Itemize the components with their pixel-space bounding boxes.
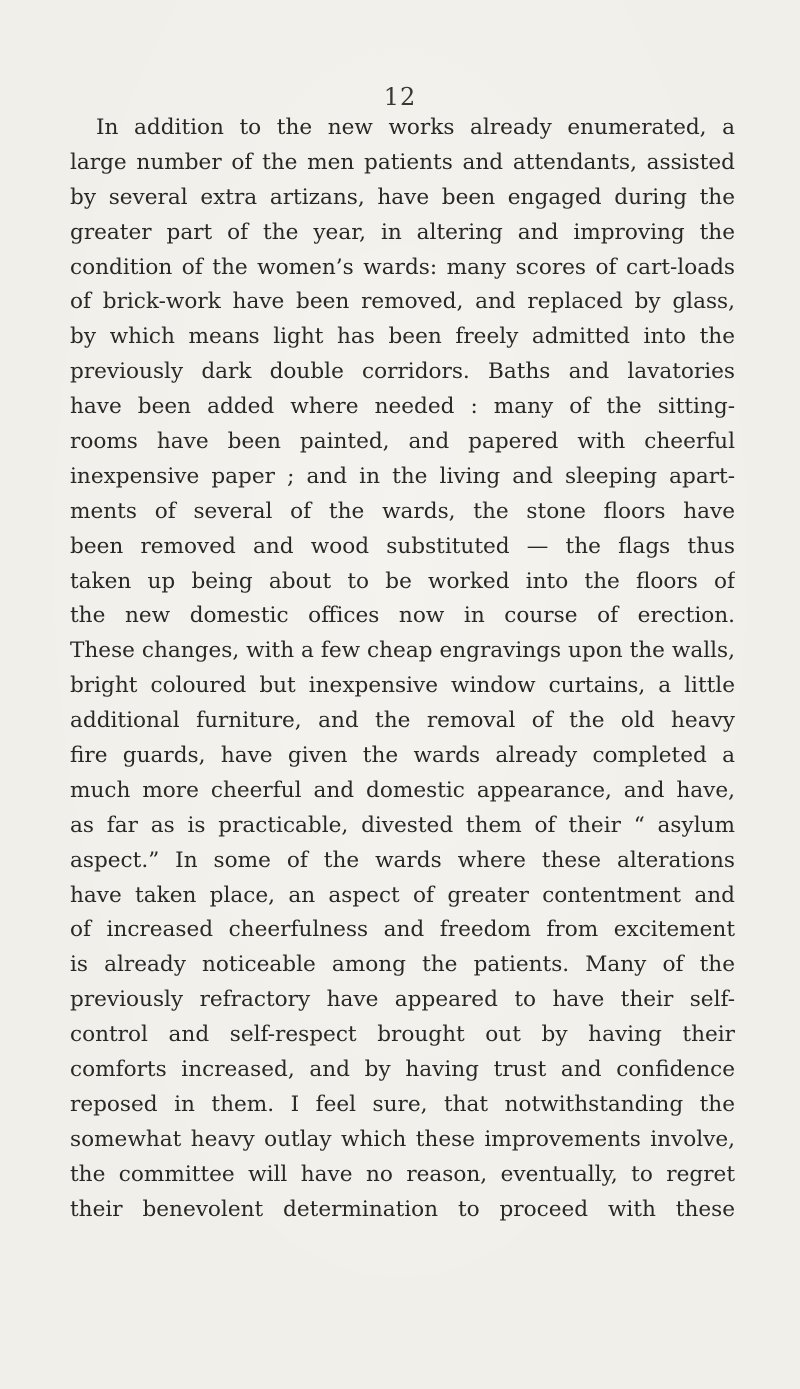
text-line: by several extra artizans, have been engaged during the — [70, 184, 735, 210]
text-line: somewhat heavy outlay which these improvements involve, — [70, 1126, 735, 1152]
text-line: control and self-respect brought out by having their — [70, 1022, 735, 1048]
text-line: taken up being about to be worked into the floors of — [70, 568, 735, 594]
text-line: These changes, with a few cheap engravings upon the walls, — [70, 638, 735, 664]
body-paragraph — [70, 111, 735, 1228]
text-line: additional furniture, and the removal of the old heavy — [70, 708, 735, 734]
text-line: bright coloured but inexpensive window curtains, a little — [70, 673, 735, 699]
text-line: of brick-work have been removed, and replaced by glass, — [70, 289, 735, 315]
text-line: ments of several of the wards, the stone floors have — [70, 498, 735, 524]
text-line: previously refractory have appeared to have their self- — [70, 987, 735, 1013]
text-line: have been added where needed : many of the sitting- — [70, 394, 735, 420]
text-line: as far as is practicable, divested them of their “ asylum — [70, 812, 735, 838]
text-line: condition of the women’s wards: many scores of cart-loads — [70, 254, 735, 280]
text-line: been removed and wood substituted — the flags thus — [70, 533, 735, 559]
text-line: large number of the men patients and attendants, assisted — [70, 149, 735, 175]
text-line: inexpensive paper ; and in the living and sleeping apart- — [70, 463, 735, 489]
text-line: In addition to the new works already enumerated, a — [96, 115, 735, 140]
text-line: is already noticeable among the patients. Many of the — [70, 952, 735, 978]
text-line: their benevolent determination to proceed with these — [70, 1196, 735, 1222]
text-line: previously dark double corridors. Baths and lavatories — [70, 359, 735, 385]
page-number: 12 — [383, 83, 417, 111]
text-line: fire guards, have given the wards already completed a — [70, 743, 735, 769]
text-line: much more cheerful and domestic appearance, and have, — [70, 777, 735, 803]
text-line: aspect.” In some of the wards where these alterations — [70, 847, 735, 873]
text-line: greater part of the year, in altering and improving the — [70, 219, 735, 245]
text-line: rooms have been painted, and papered with cheerful — [70, 429, 735, 455]
text-line: of increased cheerfulness and freedom from excitement — [70, 917, 735, 943]
text-line: comforts increased, and by having trust and confidence — [70, 1057, 735, 1083]
text-line: the committee will have no reason, eventually, to regret — [70, 1161, 735, 1187]
text-line: by which means light has been freely admitted into the — [70, 324, 735, 350]
text-line: have taken place, an aspect of greater contentment and — [70, 882, 735, 908]
text-line: the new domestic offices now in course of erection. — [70, 603, 735, 629]
text-line: reposed in them. I feel sure, that notwithstanding the — [70, 1091, 735, 1117]
